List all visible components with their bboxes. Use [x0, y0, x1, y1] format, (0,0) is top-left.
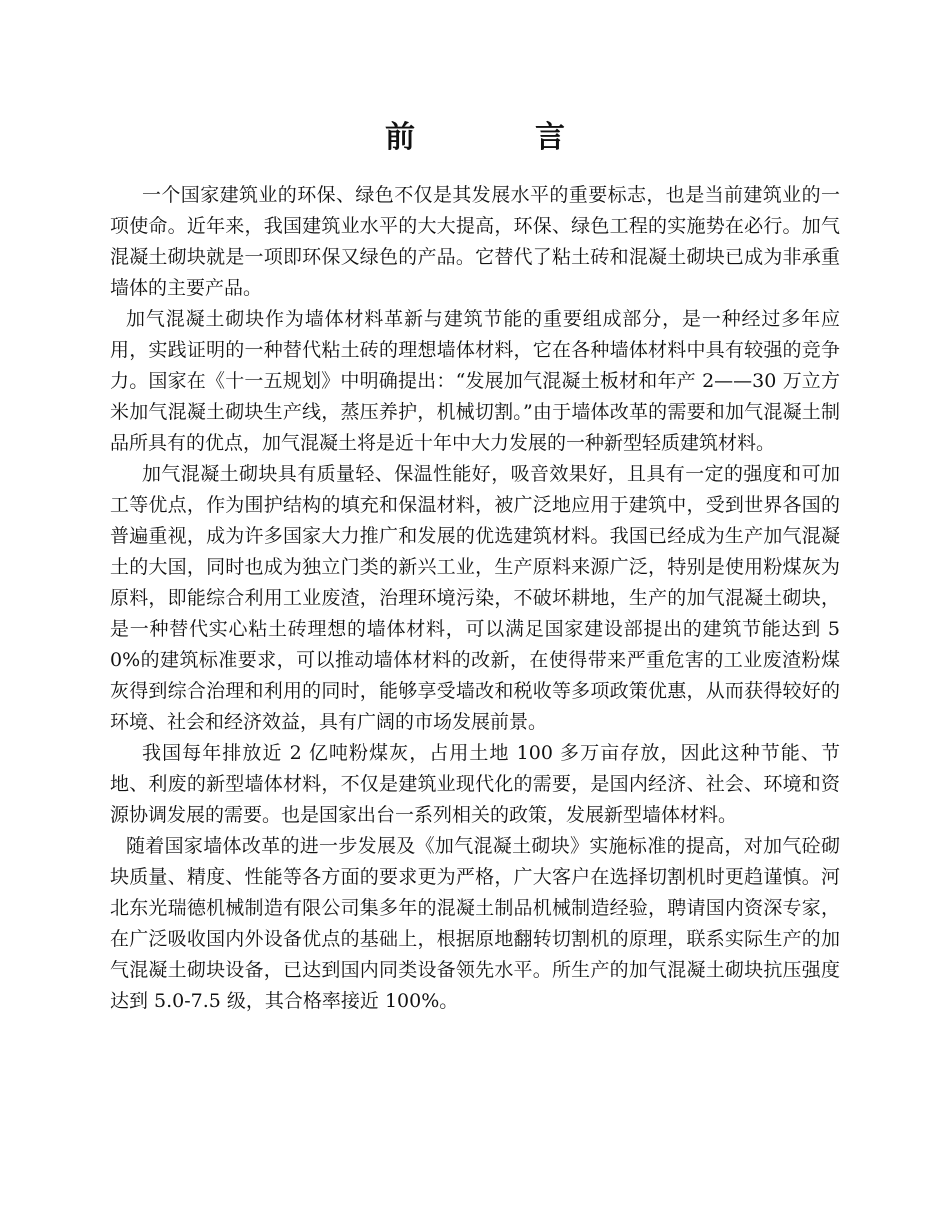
paragraph-aerated-concrete-role: 加气混凝土砌块作为墙体材料革新与建筑节能的重要组成部分，是一种经过多年应用，实践证明的一种替代粘土砖的理想墙体材料，它在各种墙体材料中具有较强的竞争力。国家在《十一五规划》中明确提出：“发展加气混凝土板材和年产 2——30 万立方米加气混凝土砌块生产线，蒸压养护，机械切割。”由于墙体改革的需要和加气混凝土制品所具有的优点，加气混凝土将是近十年中大力发展的一种新型轻质建筑材料。	[110, 308, 840, 454]
title-char-1: 前	[385, 120, 415, 155]
page-title	[0, 112, 950, 156]
paragraph-intro: 一个国家建筑业的环保、绿色不仅是其发展水平的重要标志，也是当前建筑业的一项使命。近年来，我国建筑业水平的大大提高，环保、绿色工程的实施势在必行。加气混凝土砌块就是一项即环保又绿色的产品。它替代了粘土砖和混凝土砌块已成为非承重墙体的主要产品。	[110, 184, 840, 299]
paragraph-advantages: 加气混凝土砌块具有质量轻、保温性能好，吸音效果好，且具有一定的强度和可加工等优点，作为围护结构的填充和保温材料，被广泛地应用于建筑中，受到世界各国的普遍重视，成为许多国家大力推广和发展的优选建筑材料。我国已经成为生产加气混凝土的大国，同时也成为独立门类的新兴工业，生产原料来源广泛，特别是使用粉煤灰为原料，即能综合利用工业废渣，治理环境污染，不破坏耕地，生产的加气混凝土砌块，是一种替代实心粘土砖理想的墙体材料，可以满足国家建设部提出的建筑节能达到 50%的建筑标准要求，可以推动墙体材料的改新，在使得带来严重危害的工业废渣粉煤灰得到综合治理和利用的同时，能够享受墙改和税收等多项政策优惠，从而获得较好的环境、社会和经济效益，具有广阔的市场发展前景。	[110, 463, 840, 733]
paragraph-company: 随着国家墙体改革的进一步发展及《加气混凝土砌块》实施标准的提高，对加气砼砌块质量、精度、性能等各方面的要求更为严格，广大客户在选择切割机时更趋谨慎。河北东光瑞德机械制造有限公司集多年的混凝土制品机械制造经验，聘请国内资深专家，在广泛吸收国内外设备优点的基础上，根据原地翻转切割机的原理，联系实际生产的加气混凝土砌块设备，已达到国内同类设备领先水平。所生产的加气混凝土砌块抗压强度达到 5.0-7.5 级，其合格率接近 100%。	[110, 835, 840, 1012]
body-text	[110, 180, 840, 1017]
paragraph-fly-ash: 我国每年排放近 2 亿吨粉煤灰，占用土地 100 多万亩存放，因此这种节能、节地、利废的新型墙体材料，不仅是建筑业现代化的需要，是国内经济、社会、环境和资源协调发展的需要。也是国家出台一系列相关的政策，发展新型墙体材料。	[110, 742, 840, 826]
title-char-2: 言	[535, 120, 565, 155]
